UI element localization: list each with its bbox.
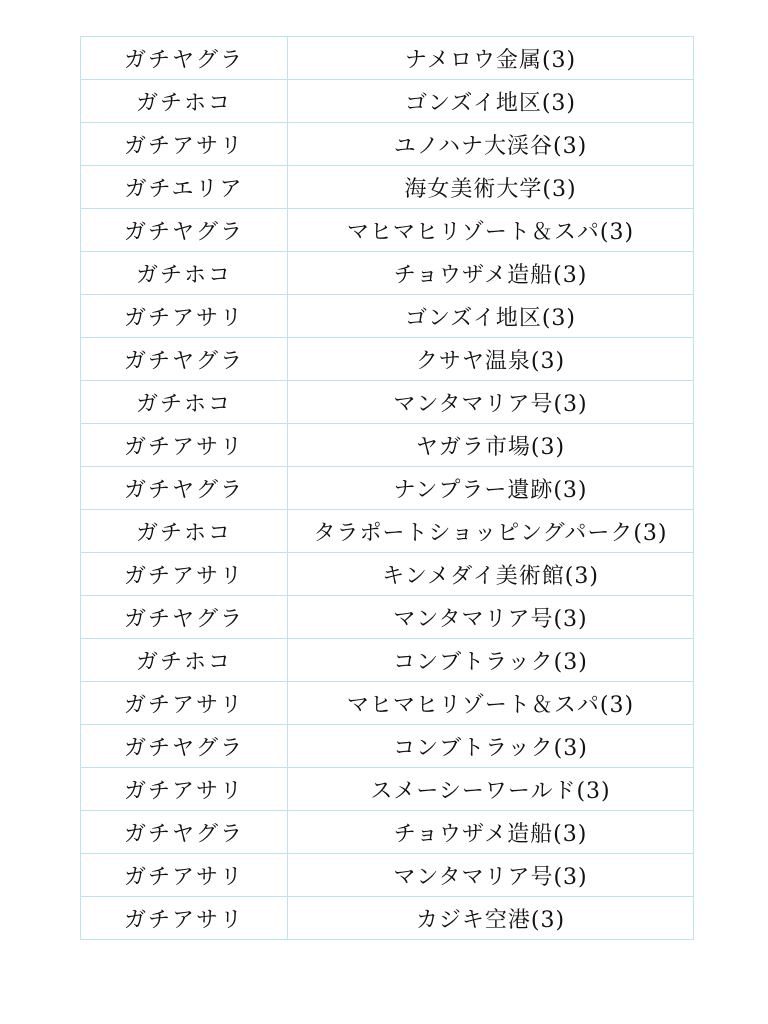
table-row [81,854,694,897]
table-row [81,897,694,940]
table-row [81,80,694,123]
table-row [81,209,694,252]
table-row [81,725,694,768]
stage-cell: マヒマヒリゾート＆スパ(3) [288,209,694,252]
stage-cell: コンブトラック(3) [288,639,694,682]
stage-cell: チョウザメ造船(3) [288,811,694,854]
mode-cell: ガチアサリ [81,123,288,166]
table-row [81,510,694,553]
table-row [81,596,694,639]
mode-cell: ガチホコ [81,639,288,682]
mode-cell: ガチヤグラ [81,596,288,639]
table-row [81,768,694,811]
table-row [81,424,694,467]
table-row [81,467,694,510]
table-row [81,295,694,338]
table-row [81,37,694,80]
table-body [81,37,694,940]
mode-cell: ガチアサリ [81,553,288,596]
mode-cell: ガチアサリ [81,682,288,725]
stage-cell: カジキ空港(3) [288,897,694,940]
mode-cell: ガチヤグラ [81,37,288,80]
table-row [81,252,694,295]
mode-cell: ガチヤグラ [81,811,288,854]
stage-cell: 海女美術大学(3) [288,166,694,209]
stage-cell: ユノハナ大渓谷(3) [288,123,694,166]
table-row [81,811,694,854]
stage-cell: タラポートショッピングパーク(3) [288,510,694,553]
mode-cell: ガチアサリ [81,295,288,338]
stage-cell: ゴンズイ地区(3) [288,295,694,338]
table-row [81,338,694,381]
stage-cell: マンタマリア号(3) [288,854,694,897]
stage-cell: ナンプラー遺跡(3) [288,467,694,510]
mode-cell: ガチアサリ [81,854,288,897]
stage-cell: キンメダイ美術館(3) [288,553,694,596]
mode-cell: ガチホコ [81,80,288,123]
table-row [81,381,694,424]
table-row [81,553,694,596]
stage-cell: マンタマリア号(3) [288,596,694,639]
mode-cell: ガチヤグラ [81,725,288,768]
mode-cell: ガチヤグラ [81,209,288,252]
mode-cell: ガチホコ [81,510,288,553]
mode-cell: ガチアサリ [81,424,288,467]
mode-cell: ガチホコ [81,252,288,295]
stage-cell: クサヤ温泉(3) [288,338,694,381]
table-row [81,123,694,166]
mode-cell: ガチアサリ [81,768,288,811]
mode-cell: ガチアサリ [81,897,288,940]
mode-cell: ガチホコ [81,381,288,424]
stage-cell: ヤガラ市場(3) [288,424,694,467]
table-row [81,166,694,209]
mode-cell: ガチヤグラ [81,338,288,381]
mode-cell: ガチヤグラ [81,467,288,510]
stage-cell: スメーシーワールド(3) [288,768,694,811]
stage-cell: ゴンズイ地区(3) [288,80,694,123]
table-row [81,639,694,682]
stage-cell: コンブトラック(3) [288,725,694,768]
stage-cell: マヒマヒリゾート＆スパ(3) [288,682,694,725]
mode-cell: ガチエリア [81,166,288,209]
table-row [81,682,694,725]
schedule-table [80,36,694,940]
stage-cell: ナメロウ金属(3) [288,37,694,80]
stage-cell: チョウザメ造船(3) [288,252,694,295]
stage-cell: マンタマリア号(3) [288,381,694,424]
